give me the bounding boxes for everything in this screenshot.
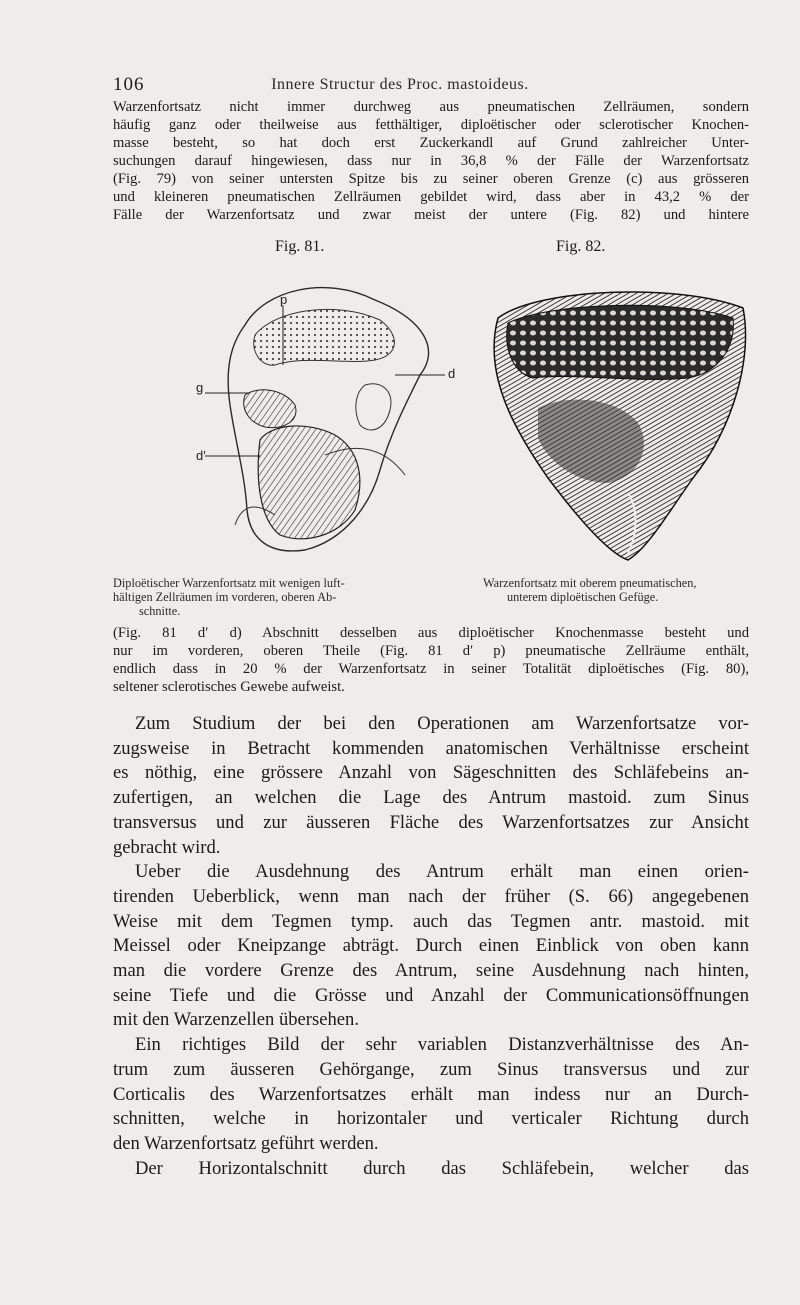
text-line: den Warzenfortsatz geführt werden. [113,1132,379,1154]
paragraph [113,1033,749,1157]
text-line: Corticalis des Warzenfortsatzes erhält man indess nur an Durch- [113,1083,749,1105]
body-text [113,712,749,1181]
text-line: suchungen darauf hingewiesen, dass nur in 36,8 % der Fälle der Warzenfortsatz [113,153,749,169]
text-line: Meissel oder Kneipzange abträgt. Durch einen Einblick von oben kann [113,935,749,957]
paragraph [113,1157,749,1182]
figure-81-illustration [175,255,475,565]
page-number: 106 [113,74,145,95]
text-line: endlich dass in 20 % der Warzenfortsatz in seiner Totalität diploëtisches (Fig. 80), [113,661,749,677]
caption-line: Diploëtischer Warzenfortsatz mit wenigen luft- [113,576,345,590]
text-line: mit den Warzenzellen übersehen. [113,1009,359,1031]
text-line: transversus und zur äusseren Fläche des Warzenfortsatzes zur Ansicht [113,811,749,833]
text-line: (Fig. 81 d′ d) Abschnitt desselben aus diploëtischer Knochenmasse besteht und [113,625,749,641]
text-line: seltener sclerotisches Gewebe aufweist. [113,679,345,695]
text-line: Der Horizontalschnitt durch das Schläfebein, welcher das [135,1157,749,1179]
text-line: Ein richtiges Bild der sehr variablen Distanzverhältnisse des An- [135,1034,749,1056]
intro-paragraph [113,98,749,224]
text-line: zufertigen, an welchen die Lage des Antrum mastoid. zum Sinus [113,787,749,809]
figure-81-label: Fig. 81. [275,238,325,255]
running-title: Innere Structur des Proc. mastoideus. [271,76,529,93]
figure-81-letter-d-prime: d′ [196,448,206,463]
text-line: seine Tiefe und die Grösse und Anzahl der Communicationsöffnungen [113,984,749,1006]
figure-81-letter-d: d [448,366,456,381]
figure-81-letter-p: p [280,292,288,307]
caption-line: unterem diploëtischen Gefüge. [507,590,659,604]
caption-line: Warzenfortsatz mit oberem pneumatischen, [483,576,697,590]
text-line: es nöthig, eine grössere Anzahl von Sägeschnitten des Schläfebeins an- [113,762,749,784]
text-line: Weise mit dem Tegmen tymp. auch das Tegmen antr. mastoid. mit [113,910,749,932]
text-line: häufig ganz oder theilweise aus fetthältiger, diploëtischer oder sclerotischer Knochen- [113,117,749,133]
text-line: (Fig. 79) von seiner untersten Spitze bis zu seiner oberen Grenze (c) aus grösseren [113,171,749,187]
figure-82-label: Fig. 82. [556,238,606,255]
text-line: zugsweise in Betracht kommenden anatomischen Verhältnisse erscheint [113,737,749,759]
text-line: Zum Studium der bei den Operationen am Warzenfortsatze vor- [135,713,749,734]
figure-81-caption [113,576,345,618]
text-line: gebracht wird. [113,836,221,858]
figure-paragraph [113,624,749,696]
text-line: tirenden Ueberblick, wenn man nach der früher (S. 66) angegebenen [113,885,749,907]
caption-line: schnitte. [139,604,181,618]
text-line: Fälle der Warzenfortsatz und zwar meist der untere (Fig. 82) und hintere [113,207,749,223]
text-line: und kleineren pneumatischen Zellräumen gebildet wird, dass aber in 43,2 % der [113,189,749,205]
figure-82-illustration [478,278,756,568]
text-line: nur im vorderen, oberen Theile (Fig. 81 d′ p) pneumatische Zellräume enthält, [113,643,749,659]
caption-line: hältigen Zellräumen im vorderen, oberen Ab- [113,590,337,604]
figure-82-caption [483,576,696,604]
text-line: Ueber die Ausdehnung des Antrum erhält man einen orien- [135,861,749,883]
figure-81-letter-g: g [196,380,204,395]
paragraph [113,712,749,860]
text-line: schnitten, welche in horizontaler und verticaler Richtung durch [113,1108,749,1130]
text-line: trum zum äusseren Gehörgange, zum Sinus transversus und zur [113,1058,749,1080]
text-line: man die vordere Grenze des Antrum, seine Ausdehnung nach hinten, [113,960,749,982]
paragraph [113,860,749,1033]
text-line: masse besteht, so hat doch erst Zuckerkandl auf Grund zahlreicher Unter- [113,135,749,151]
text-line: Warzenfortsatz nicht immer durchweg aus pneumatischen Zellräumen, sondern [113,99,749,115]
